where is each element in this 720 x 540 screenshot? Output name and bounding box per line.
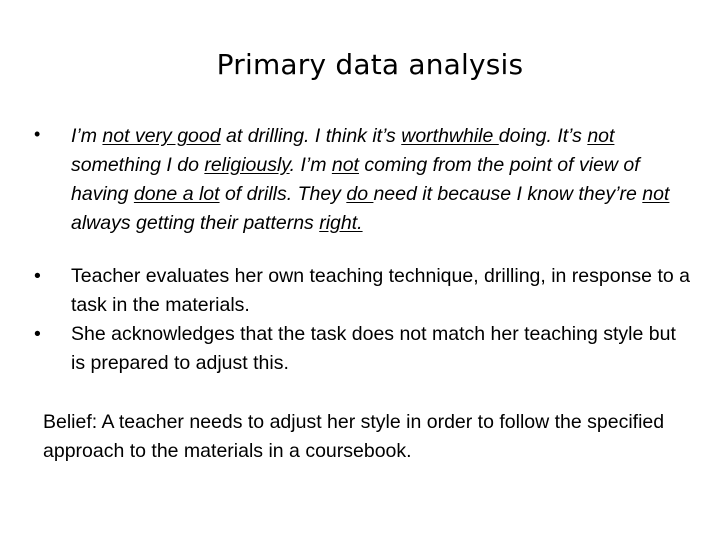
bullet-text: She acknowledges that the task does not match her teaching style but is prepared to adjust this. [71, 323, 676, 374]
quote-fragment: . I’m [289, 154, 332, 176]
quote-fragment: of drills. They [219, 183, 347, 205]
bullet-marker: • [34, 124, 41, 144]
bullet-text: Teacher evaluates her own teaching technique, drilling, in response to a task in the materials. [71, 265, 690, 316]
belief-statement: Belief: A teacher needs to adjust her style in order to follow the specified approach to the materials in a coursebook. [43, 411, 665, 462]
underlined-phrase: do [346, 183, 374, 205]
underlined-phrase: not [642, 183, 670, 205]
quote-fragment: at drilling. I think it’s [220, 125, 402, 147]
interview-quote [71, 122, 694, 238]
bullet-marker: • [34, 265, 41, 287]
quote-fragment: need it because I know they’re [373, 183, 643, 205]
quote-fragment: doing. It’s [498, 125, 588, 147]
underlined-phrase: right. [319, 212, 363, 234]
underlined-phrase: not [587, 125, 615, 147]
quote-fragment: coming from the point of view of having [71, 154, 640, 205]
slide-title: Primary data analysis [216, 48, 524, 81]
underlined-phrase: not very good [102, 125, 221, 147]
analysis-bullet-list [34, 262, 694, 378]
analysis-bullet-item [34, 320, 694, 378]
quote-fragment: I’m [71, 125, 103, 147]
bullet-marker: • [34, 323, 41, 345]
quote-fragment: always getting their patterns [71, 212, 320, 234]
quote-fragment: something I do [71, 154, 205, 176]
underlined-phrase: worthwhile [401, 125, 499, 147]
underlined-phrase: religiously [204, 154, 290, 176]
underlined-phrase: done a lot [133, 183, 220, 205]
analysis-bullet-item [34, 262, 694, 320]
underlined-phrase: not [331, 154, 359, 176]
quote-bullet-item [34, 122, 694, 238]
